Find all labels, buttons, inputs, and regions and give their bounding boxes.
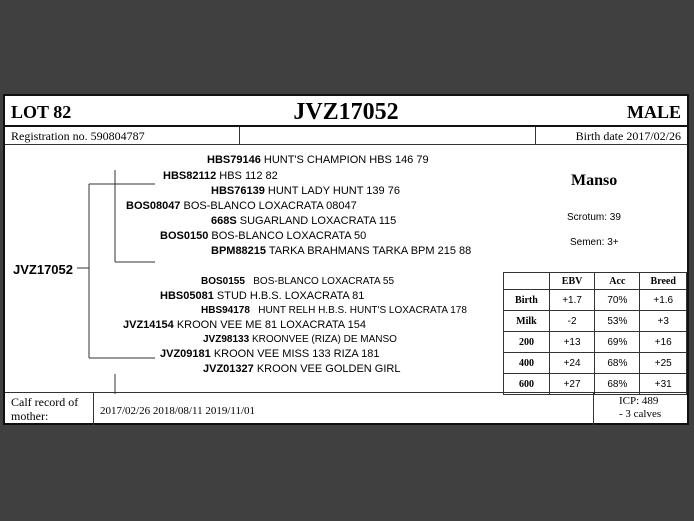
breed-value: +25 — [640, 353, 687, 374]
acc-value: 68% — [595, 374, 640, 395]
pedigree-entry — [160, 230, 366, 242]
pedigree-code: JVZ01327 — [203, 363, 254, 375]
acc-value: 68% — [595, 353, 640, 374]
calf-record-divider-left — [93, 392, 94, 425]
pedigree-entry — [123, 319, 366, 331]
header-divider — [5, 125, 687, 127]
breed-value: +16 — [640, 332, 687, 353]
pedigree-entry — [207, 154, 429, 166]
pedigree-name: BOS-BLANCO LOXACRATA 50 — [211, 230, 367, 242]
pedigree-entry — [203, 363, 400, 375]
acc-value: 69% — [595, 332, 640, 353]
registration-number: Registration no. 590804787 — [11, 129, 145, 143]
breed-header: Breed — [640, 273, 687, 290]
scrotum-measure: Scrotum: 39 — [567, 212, 621, 223]
pedigree-name: BOS-BLANCO LOXACRATA 08047 — [183, 200, 357, 212]
trait-label: 200 — [504, 332, 550, 353]
pedigree-entry — [211, 185, 400, 197]
table-row — [504, 332, 687, 353]
pedigree-name: HUNT LADY HUNT 139 76 — [267, 185, 400, 197]
acc-header: Acc — [595, 273, 640, 290]
calf-record-divider — [5, 392, 687, 393]
catalog-card — [3, 94, 689, 425]
pedigree-name: KROON VEE MISS 133 RIZA 181 — [213, 348, 380, 360]
pedigree-entry — [203, 334, 397, 345]
pedigree-name: HUNT RELH H.B.S. HUNT'S LOXACRATA 178 — [258, 305, 467, 316]
pedigree-code: BOS0155 — [201, 276, 245, 287]
pedigree-code: BOS08047 — [126, 200, 181, 212]
pedigree-code: 668S — [211, 215, 237, 227]
pedigree-entry — [211, 215, 396, 227]
trait-label: Milk — [504, 311, 550, 332]
pedigree-code: JVZ14154 — [123, 319, 174, 331]
ebv-value: +1.7 — [549, 290, 594, 311]
pedigree-name: BOS-BLANCO LOXACRATA 55 — [253, 276, 395, 287]
icp-summary — [619, 395, 661, 421]
pedigree-code: HBS76139 — [211, 185, 265, 197]
calf-count: - 3 calves — [619, 408, 662, 420]
acc-value: 53% — [595, 311, 640, 332]
lot-number: LOT 82 — [11, 102, 72, 122]
subject-registration: JVZ17052 — [13, 262, 73, 277]
pedigree-entry — [126, 200, 357, 212]
pedigree-name: KROON VEE GOLDEN GIRL — [256, 363, 401, 375]
pedigree-name: TARKA BRAHMANS TARKA BPM 215 88 — [268, 245, 472, 257]
table-row — [504, 353, 687, 374]
pedigree-code: BOS0150 — [160, 230, 209, 242]
sex-label: MALE — [627, 102, 681, 122]
calf-record-divider-right — [593, 392, 594, 425]
ebv-value: -2 — [549, 311, 594, 332]
pedigree-entry — [201, 276, 394, 287]
pedigree-entry — [201, 305, 467, 316]
icp-value: ICP: 489 — [619, 395, 659, 407]
pedigree-name: SUGARLAND LOXACRATA 115 — [239, 215, 397, 227]
acc-value: 70% — [595, 290, 640, 311]
calf-record-dates: 2017/02/26 2018/08/11 2019/11/01 — [100, 405, 256, 417]
breed-value: +3 — [640, 311, 687, 332]
trait-label: 400 — [504, 353, 550, 374]
pedigree-code: HBS05081 — [160, 290, 214, 302]
pedigree-entry — [163, 170, 278, 182]
breed-value: +31 — [640, 374, 687, 395]
trait-label: Birth — [504, 290, 550, 311]
pedigree-code: HBS82112 — [163, 170, 217, 182]
birth-date: Birth date 2017/02/26 — [575, 129, 681, 143]
ebv-header: EBV — [549, 273, 594, 290]
breed-value: +1.6 — [640, 290, 687, 311]
pedigree-name: KROON VEE ME 81 LOXACRATA 154 — [176, 319, 366, 331]
table-row — [504, 311, 687, 332]
semen-grade: Semen: 3+ — [570, 237, 619, 248]
pedigree-entry — [160, 290, 364, 302]
registration-title: JVZ17052 — [293, 99, 399, 125]
pedigree-name: HUNT'S CHAMPION HBS 146 79 — [263, 154, 429, 166]
pedigree-code: HBS79146 — [207, 154, 261, 166]
ebv-value: +27 — [549, 374, 594, 395]
pedigree-code: HBS94178 — [201, 305, 250, 316]
pedigree-code: BPM88215 — [211, 245, 267, 257]
pedigree-name: KROONVEE (RIZA) DE MANSO — [251, 334, 397, 345]
reg-divider-left — [239, 127, 240, 144]
pedigree-code: JVZ98133 — [203, 334, 250, 345]
calf-record-label: Calf record of mother: — [11, 395, 79, 423]
trait-label: 600 — [504, 374, 550, 395]
pedigree-name: HBS 112 82 — [219, 170, 278, 182]
ebv-table — [503, 272, 687, 395]
pedigree-entry — [160, 348, 380, 360]
pedigree-entry — [211, 245, 471, 257]
animal-name: Manso — [571, 172, 618, 189]
pedigree-name: STUD H.B.S. LOXACRATA 81 — [216, 290, 365, 302]
ebv-table-corner — [504, 273, 550, 290]
ebv-value: +24 — [549, 353, 594, 374]
reg-divider-right — [535, 127, 536, 144]
pedigree-code: JVZ09181 — [160, 348, 211, 360]
table-row — [504, 290, 687, 311]
ebv-value: +13 — [549, 332, 594, 353]
